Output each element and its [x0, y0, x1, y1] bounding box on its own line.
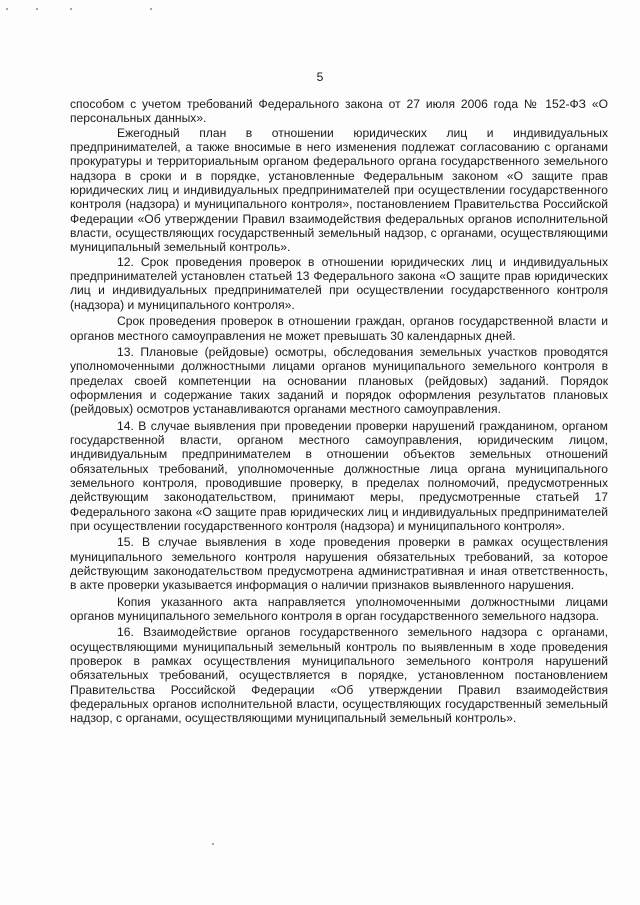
scan-artifact [6, 8, 8, 10]
document-body [70, 97, 608, 726]
scan-artifact [212, 843, 214, 845]
scan-artifact [36, 8, 38, 10]
paragraph: способом с учетом требований Федерального закона от 27 июля 2006 года № 152-ФЗ «О персональных данных». [70, 97, 608, 126]
scan-artifact [150, 8, 152, 10]
paragraph: Копия указанного акта направляется уполномоченными должностными лицами органов муниципального земельного контроля в орган государственного земельного надзора. [70, 594, 608, 624]
paragraph: 13. Плановые (рейдовые) осмотры, обследования земельных участков проводятся уполномоченными должностными лицами органов муниципального земельного контроля в пределах своей компетенции на основании плановых (рейдовых) заданий. Порядок оформления и содержание таких заданий и порядок оформления результатов плановых (рейдовых) осмотров устанавливаются органами местного самоуправления. [70, 344, 608, 417]
paragraph: 14. В случае выявления при проведении проверки нарушений гражданином, органом государственной власти, органом местного самоуправления, юридическим лицом, индивидуальным предпринимателем в отношении объектов земельных отношений обязательных требований, уполномоченные должностные лица органа муниципального земельного контроля, проводившие проверку, в пределах полномочий, предусмотренных действующим законодательством, принимают меры, предусмотренные статьей 17 Федерального закона «О защите прав юридических лиц и индивидуальных предпринимателей при осуществлении государственного контроля (надзора) и муниципального контроля». [70, 418, 608, 533]
paragraph: 15. В случае выявления в ходе проведения проверки в рамках осуществления муниципального земельного контроля нарушения обязательных требований, за которое действующим законодательством предусмотрена административная и иная ответственность, в акте проверки указывается информация о наличии признаков выявленного нарушения. [70, 535, 608, 593]
page-number: 5 [316, 70, 324, 84]
paragraph: Срок проведения проверок в отношении граждан, органов государственной власти и органов местного самоуправления не может превышать 30 календарных дней. [70, 314, 608, 343]
paragraph: Ежегодный план в отношении юридических лиц и индивидуальных предпринимателей, а также вносимые в него изменения подлежат согласованию с органами прокуратуры и территориальным органом федерального органа государственного земельного надзора в сроки и в порядке, установленные Федеральным законом «О защите прав юридических лиц и индивидуальных предпринимателей при осуществлении государственного контроля (надзора) и муниципального контроля», постановлением Правительства Российской Федерации «Об утверждении Правил взаимодействия федеральных органов исполнительной власти, осуществляющих государственный земельный надзор, с органами, осуществляющими муниципальный земельный контроль». [70, 125, 608, 255]
paragraph: 12. Срок проведения проверок в отношении юридических лиц и индивидуальных предпринимателей установлен статьей 13 Федерального закона «О защите прав юридических лиц и индивидуальных предпринимателей при осуществлении государственного контроля (надзора) и муниципального контроля». [70, 254, 608, 312]
paragraph: 16. Взаимодействие органов государственного земельного надзора с органами, осуществляющими муниципальный земельный контроль по выявленным в ходе проведения проверок в рамках осуществления муниципального земельного контроля нарушений обязательных требований, осуществляется в порядке, установленном постановлением Правительства Российской Федерации «Об утверждении Правил взаимодействия федеральных органов исполнительной власти, осуществляющих государственный земельный надзор, с органами, осуществляющими муниципальный земельный контроль». [70, 625, 608, 726]
scan-artifact [70, 8, 72, 10]
